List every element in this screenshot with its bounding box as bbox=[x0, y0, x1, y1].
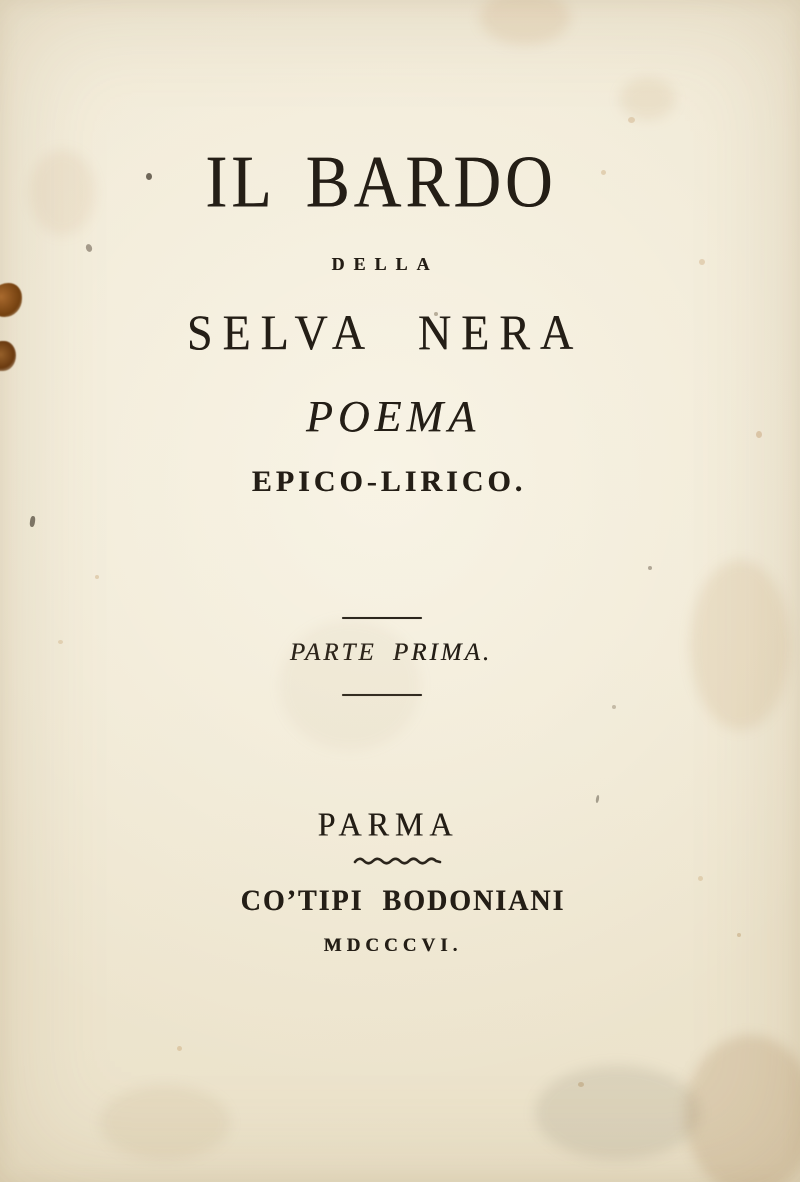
foxing-spot bbox=[648, 566, 652, 570]
paper-blotch bbox=[100, 1085, 230, 1160]
subtitle-title: SELVA NERA bbox=[186, 304, 584, 360]
title-preposition: DELLA bbox=[331, 254, 439, 274]
rule-above-part bbox=[342, 617, 422, 619]
foxing-spot bbox=[612, 705, 616, 709]
foxing-spot bbox=[699, 259, 705, 265]
ink-speck bbox=[595, 795, 599, 803]
main-title: IL BARDO bbox=[205, 141, 557, 224]
ink-speck bbox=[434, 312, 438, 316]
paper-blotch bbox=[620, 78, 675, 120]
genre-heading: POEMA bbox=[305, 392, 481, 441]
ink-speck bbox=[146, 173, 152, 180]
paper-blotch bbox=[690, 560, 790, 730]
foxing-spot bbox=[601, 170, 606, 175]
wavy-rule-icon bbox=[353, 855, 443, 867]
paper-blotch bbox=[535, 1065, 700, 1160]
paper-blotch bbox=[30, 150, 95, 235]
paper-blotch bbox=[480, 0, 570, 45]
foxing-spot bbox=[698, 876, 703, 881]
publisher-imprint: CO’TIPI BODONIANI bbox=[240, 884, 566, 918]
ink-speck bbox=[85, 243, 93, 253]
foxing-spot bbox=[628, 117, 635, 123]
foxing-spot bbox=[95, 575, 99, 579]
paper-blotch bbox=[685, 1035, 800, 1182]
place-name: PARMA bbox=[317, 804, 459, 844]
foxing-spot bbox=[737, 933, 741, 937]
genre-subheading: EPICO-LIRICO. bbox=[251, 465, 527, 498]
publication-year: MDCCCVI. bbox=[323, 935, 463, 956]
foxing-spot bbox=[177, 1046, 182, 1051]
foxing-spot bbox=[756, 431, 762, 438]
paper-blotch bbox=[280, 620, 420, 750]
foxing-spot bbox=[58, 640, 63, 644]
ink-speck bbox=[29, 516, 35, 528]
part-heading: PARTE PRIMA. bbox=[289, 639, 493, 666]
